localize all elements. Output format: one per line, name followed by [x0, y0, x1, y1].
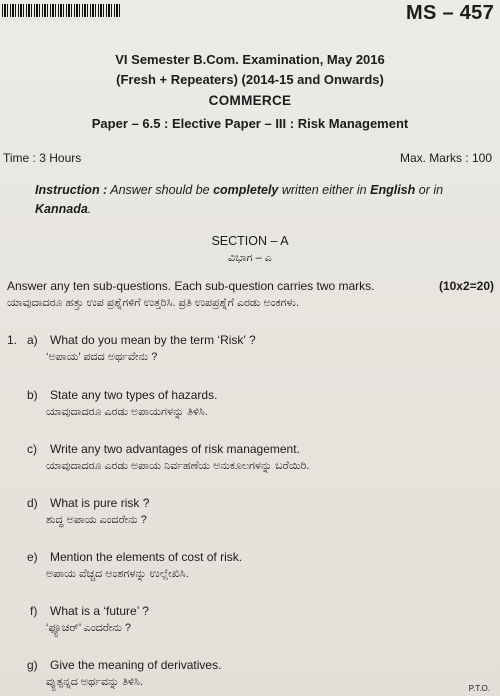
instruction-em-2: English	[370, 183, 416, 197]
instruction-text-3: or in	[415, 183, 444, 197]
subq-b-kannada: ಯಾವುದಾದರೂ ಎರಡು ಅಪಾಯಗಳನ್ನು ತಿಳಿಸಿ.	[46, 406, 208, 418]
section-title: SECTION – A	[211, 234, 289, 248]
subq-d-text: What is pure risk ?	[50, 496, 150, 510]
section-instruction-kannada: ಯಾವುದಾದರೂ ಹತ್ತು ಉಪ ಪ್ರಶ್ನೆಗಳಿಗೆ ಉತ್ತರಿಸಿ. ಪ್ರತಿ ಉಪಪ್ರಶ್ನೆಗೆ ಎರಡು ಅಂಕಗಳು.	[7, 297, 300, 309]
exam-subtitle: (Fresh + Repeaters) (2014-15 and Onwards)	[116, 72, 384, 87]
question-number: 1.	[7, 333, 18, 347]
subq-f-label: f)	[30, 604, 38, 618]
subq-a-kannada: ‘ಅಪಾಯ’ ಪದದ ಅರ್ಥವೇನು ?	[46, 351, 158, 363]
paper-title: Paper – 6.5 : Elective Paper – III : Risk Management	[91, 116, 409, 131]
subject-title: COMMERCE	[208, 93, 292, 108]
time-label: Time : 3 Hours	[3, 151, 82, 165]
instruction-label: Instruction :	[35, 183, 108, 197]
subq-d-kannada: ಶುದ್ಧ ಅಪಾಯ ಎಂದರೇನು ?	[46, 514, 147, 526]
subq-b-label: b)	[27, 388, 38, 402]
subq-g-label: g)	[27, 658, 38, 672]
section-instruction: Answer any ten sub-questions. Each sub-question carries two marks.	[7, 279, 375, 293]
max-marks-label: Max. Marks : 100	[399, 151, 492, 165]
instruction-em-1: completely	[213, 183, 279, 197]
subq-c-label: c)	[27, 442, 37, 456]
instruction-block	[35, 181, 485, 219]
barcode	[2, 4, 122, 17]
exam-title: VI Semester B.Com. Examination, May 2016	[115, 52, 385, 67]
section-marks: (10x2=20)	[438, 279, 494, 293]
pto-label: P.T.O.	[468, 684, 490, 693]
instruction-text-4: .	[87, 202, 92, 216]
subq-g-kannada: ವ್ಯುತ್ಪನ್ನದ ಅರ್ಥವನ್ನು ತಿಳಿಸಿ.	[46, 676, 143, 688]
subq-a-label: a)	[27, 333, 38, 347]
subq-d-label: d)	[27, 496, 38, 510]
section-title-kannada: ವಿಭಾಗ – ಎ	[228, 252, 272, 264]
paper-code: MS – 457	[405, 2, 494, 24]
subq-g-text: Give the meaning of derivatives.	[50, 658, 222, 672]
instruction-text-1: Answer should be	[107, 183, 214, 197]
subq-a-text: What do you mean by the term ‘Risk’ ?	[50, 333, 256, 347]
instruction-text-2: written either in	[278, 183, 371, 197]
subq-c-text: Write any two advantages of risk management.	[50, 442, 300, 456]
subq-f-kannada: ‘ಫ್ಯೂಚರ್’ ಎಂದರೇನು ?	[46, 622, 132, 634]
subq-f-text: What is a ‘future’ ?	[50, 604, 149, 618]
instruction-em-3: Kannada	[35, 202, 88, 216]
subq-e-text: Mention the elements of cost of risk.	[50, 550, 243, 564]
subq-e-kannada: ಅಪಾಯ ವೆಚ್ಚದ ಅಂಶಗಳನ್ನು ಉಲ್ಲೇಖಿಸಿ.	[46, 568, 189, 580]
subq-e-label: e)	[27, 550, 38, 564]
subq-c-kannada: ಯಾವುದಾದರೂ ಎರಡು ಅಪಾಯ ನಿರ್ವಹಣೆಯ ಅನುಕೂಲಗಳನ್ನು ಬರೆಯಿರಿ.	[46, 460, 310, 472]
subq-b-text: State any two types of hazards.	[50, 388, 218, 402]
